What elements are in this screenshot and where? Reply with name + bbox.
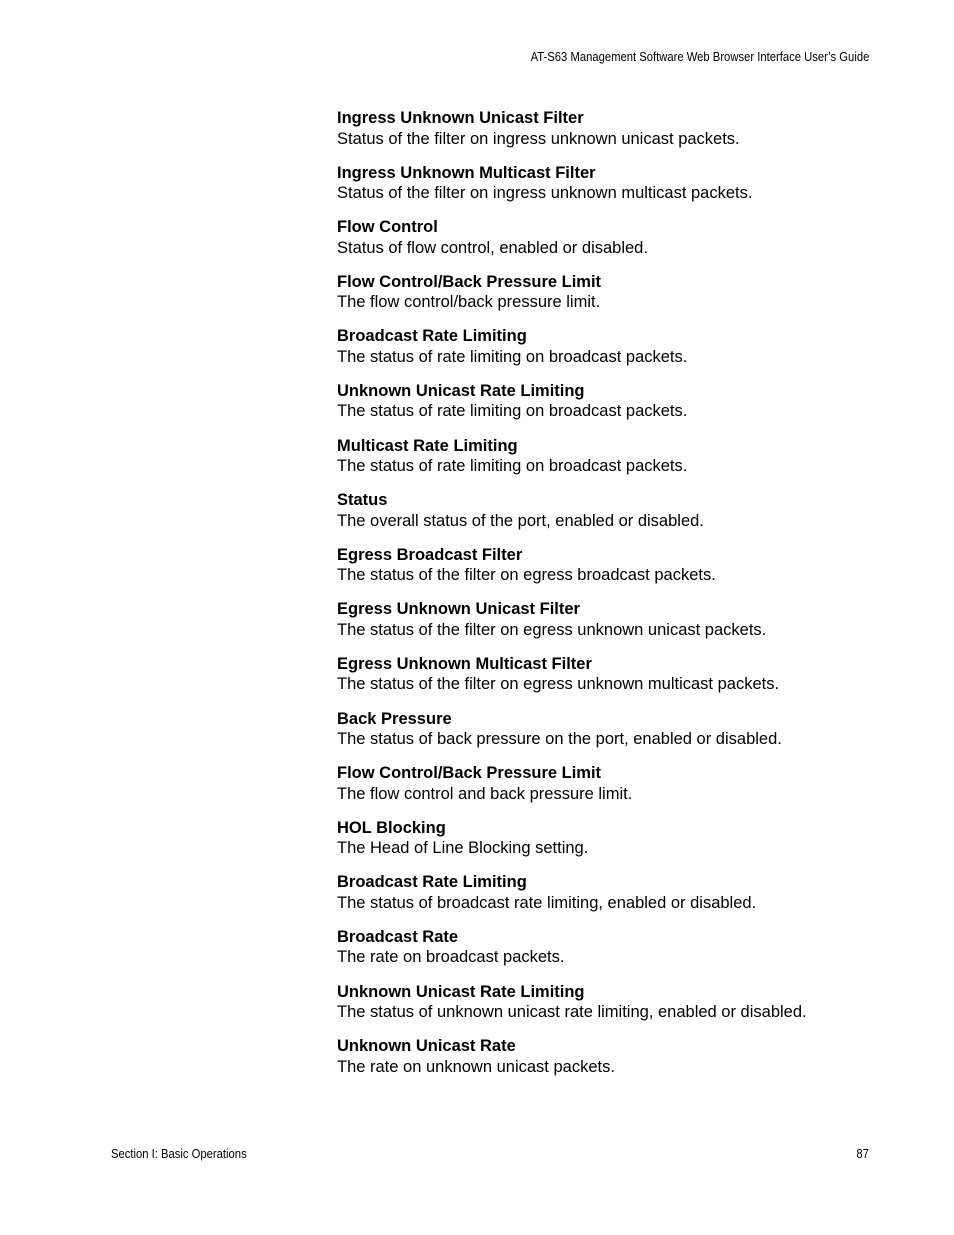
definition-term: Unknown Unicast Rate Limiting <box>337 381 585 400</box>
page-number: 87 <box>856 1147 869 1161</box>
definition-entry <box>337 599 897 654</box>
definition-term: Status <box>337 491 388 510</box>
definition-term: Flow Control <box>337 218 438 237</box>
definition-term: Broadcast Rate <box>337 927 459 946</box>
definition-entry <box>337 872 897 927</box>
definition-entry <box>337 763 897 818</box>
definition-term: Multicast Rate Limiting <box>337 436 518 455</box>
definition-term: Flow Control/Back Pressure Limit <box>337 272 602 291</box>
definition-description: The status of rate limiting on broadcast packets. <box>337 347 688 366</box>
definition-entry <box>337 326 897 381</box>
definition-term: Egress Broadcast Filter <box>337 545 523 564</box>
definition-term: Broadcast Rate Limiting <box>337 873 527 892</box>
definition-description: The status of rate limiting on broadcast packets. <box>337 457 688 476</box>
definition-description: The flow control/back pressure limit. <box>337 293 601 312</box>
footer-section-label: Section I: Basic Operations <box>111 1147 247 1161</box>
definition-entry <box>337 1036 897 1091</box>
definition-entry <box>337 272 897 327</box>
definition-description: The status of back pressure on the port, enabled or disabled. <box>337 730 782 749</box>
running-header: AT-S63 Management Software Web Browser Interface User’s Guide <box>530 50 869 64</box>
definition-term: Egress Unknown Multicast Filter <box>337 654 592 673</box>
definition-entry <box>337 709 897 764</box>
definition-description: The status of rate limiting on broadcast packets. <box>337 402 688 421</box>
definition-entry <box>337 818 897 873</box>
definition-description: The status of the filter on egress unknown unicast packets. <box>337 620 767 639</box>
definition-description: Status of the filter on ingress unknown multicast packets. <box>337 184 753 203</box>
definition-entry <box>337 436 897 491</box>
definition-description: The overall status of the port, enabled or disabled. <box>337 511 704 530</box>
definition-entry <box>337 217 897 272</box>
definition-term: Unknown Unicast Rate Limiting <box>337 982 585 1001</box>
definition-entry <box>337 163 897 218</box>
definition-entry <box>337 927 897 982</box>
definition-description: The Head of Line Blocking setting. <box>337 839 589 858</box>
definition-entry <box>337 381 897 436</box>
definition-entry <box>337 982 897 1037</box>
definition-term: Ingress Unknown Multicast Filter <box>337 163 596 182</box>
definition-description: The flow control and back pressure limit. <box>337 784 633 803</box>
definition-term: HOL Blocking <box>337 818 446 837</box>
definition-term: Unknown Unicast Rate <box>337 1037 516 1056</box>
definition-entry <box>337 654 897 709</box>
definition-term: Egress Unknown Unicast Filter <box>337 600 580 619</box>
definition-term: Broadcast Rate Limiting <box>337 327 527 346</box>
definition-description: The status of unknown unicast rate limiting, enabled or disabled. <box>337 1003 807 1021</box>
definition-description: The status of broadcast rate limiting, enabled or disabled. <box>337 893 757 912</box>
definition-description: The status of the filter on egress broadcast packets. <box>337 566 716 585</box>
definition-entry <box>337 108 897 163</box>
definition-term: Back Pressure <box>337 709 452 728</box>
definition-term: Ingress Unknown Unicast Filter <box>337 109 584 127</box>
definition-description: The rate on broadcast packets. <box>337 948 565 967</box>
field-definition-list <box>337 108 897 1091</box>
definition-entry <box>337 490 897 545</box>
definition-entry <box>337 545 897 600</box>
definition-description: The status of the filter on egress unknown multicast packets. <box>337 675 780 694</box>
definition-description: The rate on unknown unicast packets. <box>337 1057 615 1076</box>
definition-term: Flow Control/Back Pressure Limit <box>337 764 602 783</box>
definition-description: Status of flow control, enabled or disabled. <box>337 238 648 257</box>
definition-description: Status of the filter on ingress unknown unicast packets. <box>337 129 740 148</box>
